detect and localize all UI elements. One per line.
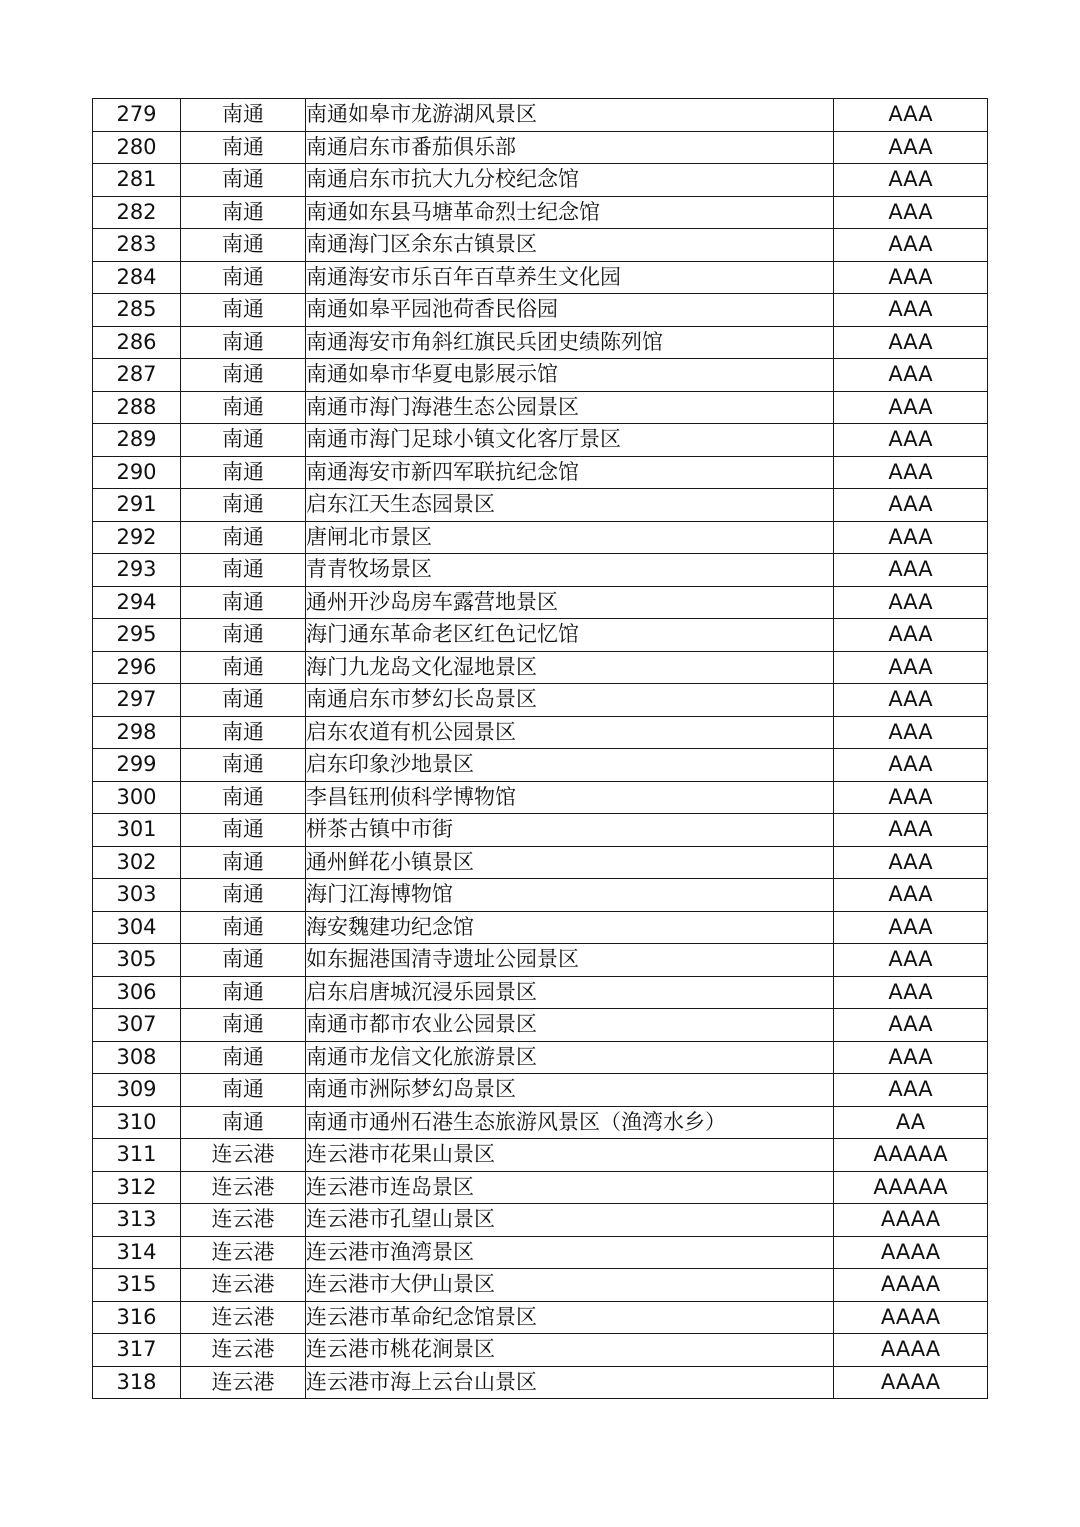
row-number-cell: 293 [93,554,181,587]
row-number-cell: 305 [93,944,181,977]
rating-level-cell: AAAA [834,1334,988,1367]
scenic-name-cell: 海安魏建功纪念馆 [306,911,834,944]
rating-level-cell: AAA [834,976,988,1009]
city-cell: 连云港 [181,1334,306,1367]
table-row [93,781,988,814]
table-row [93,1009,988,1042]
city-cell: 南通 [181,456,306,489]
scenic-name-cell: 南通海安市乐百年百草养生文化园 [306,261,834,294]
rating-level-cell: AAA [834,619,988,652]
city-cell: 南通 [181,749,306,782]
city-cell: 连云港 [181,1236,306,1269]
table-row [93,944,988,977]
rating-level-cell: AAA [834,196,988,229]
table-row [93,196,988,229]
rating-level-cell: AAA [834,99,988,132]
table-row [93,1074,988,1107]
city-cell: 南通 [181,976,306,1009]
row-number-cell: 306 [93,976,181,1009]
rating-level-cell: AAA [834,846,988,879]
scenic-name-cell: 连云港市桃花涧景区 [306,1334,834,1367]
table-row [93,619,988,652]
scenic-name-cell: 南通海门区余东古镇景区 [306,229,834,262]
scenic-name-cell: 如东掘港国清寺遗址公园景区 [306,944,834,977]
city-cell: 南通 [181,1074,306,1107]
row-number-cell: 313 [93,1204,181,1237]
row-number-cell: 308 [93,1041,181,1074]
scenic-name-cell: 连云港市大伊山景区 [306,1269,834,1302]
scenic-name-cell: 南通市龙信文化旅游景区 [306,1041,834,1074]
table-row [93,1366,988,1399]
row-number-cell: 309 [93,1074,181,1107]
table-row [93,1301,988,1334]
rating-level-cell: AAA [834,1009,988,1042]
city-cell: 南通 [181,651,306,684]
row-number-cell: 315 [93,1269,181,1302]
rating-level-cell: AAA [834,131,988,164]
scenic-name-cell: 青青牧场景区 [306,554,834,587]
city-cell: 连云港 [181,1139,306,1172]
scenic-name-cell: 南通市都市农业公园景区 [306,1009,834,1042]
rating-level-cell: AAA [834,716,988,749]
row-number-cell: 296 [93,651,181,684]
rating-level-cell: AAAA [834,1366,988,1399]
rating-level-cell: AAAAA [834,1139,988,1172]
rating-level-cell: AAA [834,1041,988,1074]
scenic-name-cell: 南通启东市梦幻长岛景区 [306,684,834,717]
city-cell: 南通 [181,359,306,392]
row-number-cell: 292 [93,521,181,554]
scenic-name-cell: 启东江天生态园景区 [306,489,834,522]
rating-level-cell: AAA [834,424,988,457]
row-number-cell: 289 [93,424,181,457]
scenic-name-cell: 海门江海博物馆 [306,879,834,912]
table-row [93,814,988,847]
row-number-cell: 318 [93,1366,181,1399]
city-cell: 连云港 [181,1269,306,1302]
table-row [93,684,988,717]
rating-level-cell: AAA [834,586,988,619]
rating-level-cell: AAA [834,164,988,197]
row-number-cell: 287 [93,359,181,392]
scenic-name-cell: 栟茶古镇中市街 [306,814,834,847]
scenic-name-cell: 启东启唐城沉浸乐园景区 [306,976,834,1009]
row-number-cell: 311 [93,1139,181,1172]
table-row [93,294,988,327]
city-cell: 南通 [181,586,306,619]
table-row [93,164,988,197]
scenic-name-cell: 通州开沙岛房车露营地景区 [306,586,834,619]
row-number-cell: 297 [93,684,181,717]
scenic-name-cell: 南通海安市角斜红旗民兵团史绩陈列馆 [306,326,834,359]
city-cell: 南通 [181,846,306,879]
row-number-cell: 286 [93,326,181,359]
city-cell: 南通 [181,911,306,944]
table-row [93,99,988,132]
rating-level-cell: AAA [834,749,988,782]
scenic-name-cell: 连云港市海上云台山景区 [306,1366,834,1399]
city-cell: 南通 [181,521,306,554]
rating-level-cell: AAAA [834,1301,988,1334]
scenic-name-cell: 连云港市连岛景区 [306,1171,834,1204]
table-row [93,1171,988,1204]
row-number-cell: 299 [93,749,181,782]
table-row [93,456,988,489]
rating-level-cell: AAA [834,684,988,717]
scenic-name-cell: 南通海安市新四军联抗纪念馆 [306,456,834,489]
city-cell: 南通 [181,619,306,652]
rating-level-cell: AAAAA [834,1171,988,1204]
rating-level-cell: AAA [834,944,988,977]
rating-level-cell: AAA [834,456,988,489]
table-row [93,1236,988,1269]
row-number-cell: 300 [93,781,181,814]
scenic-area-table [92,98,988,1399]
scenic-name-cell: 连云港市革命纪念馆景区 [306,1301,834,1334]
scenic-name-cell: 启东印象沙地景区 [306,749,834,782]
scenic-name-cell: 南通如皋市华夏电影展示馆 [306,359,834,392]
table-row [93,1334,988,1367]
city-cell: 南通 [181,164,306,197]
table-row [93,1204,988,1237]
table-row [93,131,988,164]
row-number-cell: 307 [93,1009,181,1042]
row-number-cell: 283 [93,229,181,262]
table-row [93,586,988,619]
city-cell: 南通 [181,879,306,912]
rating-level-cell: AAA [834,781,988,814]
table-row [93,359,988,392]
row-number-cell: 281 [93,164,181,197]
table-row [93,261,988,294]
table-row [93,846,988,879]
scenic-name-cell: 连云港市孔望山景区 [306,1204,834,1237]
table-row [93,911,988,944]
row-number-cell: 291 [93,489,181,522]
row-number-cell: 285 [93,294,181,327]
table-row [93,651,988,684]
row-number-cell: 290 [93,456,181,489]
rating-level-cell: AAAA [834,1204,988,1237]
table-row [93,229,988,262]
rating-level-cell: AAA [834,489,988,522]
table-body [93,99,988,1399]
table-row [93,716,988,749]
rating-level-cell: AAAA [834,1269,988,1302]
row-number-cell: 310 [93,1106,181,1139]
table-row [93,749,988,782]
city-cell: 连云港 [181,1204,306,1237]
scenic-name-cell: 南通启东市番茄俱乐部 [306,131,834,164]
row-number-cell: 298 [93,716,181,749]
rating-level-cell: AAA [834,229,988,262]
scenic-name-cell: 南通如东县马塘革命烈士纪念馆 [306,196,834,229]
scenic-name-cell: 南通如皋平园池荷香民俗园 [306,294,834,327]
city-cell: 南通 [181,716,306,749]
rating-level-cell: AAA [834,879,988,912]
city-cell: 南通 [181,489,306,522]
table-row [93,424,988,457]
city-cell: 南通 [181,1041,306,1074]
table-row [93,391,988,424]
table-row [93,326,988,359]
city-cell: 南通 [181,131,306,164]
rating-level-cell: AAA [834,326,988,359]
rating-level-cell: AAA [834,814,988,847]
rating-level-cell: AA [834,1106,988,1139]
rating-level-cell: AAA [834,294,988,327]
scenic-name-cell: 南通启东市抗大九分校纪念馆 [306,164,834,197]
scenic-name-cell: 南通市海门足球小镇文化客厅景区 [306,424,834,457]
city-cell: 南通 [181,684,306,717]
document-page [92,98,987,1399]
row-number-cell: 279 [93,99,181,132]
row-number-cell: 301 [93,814,181,847]
city-cell: 南通 [181,944,306,977]
city-cell: 南通 [181,99,306,132]
city-cell: 南通 [181,781,306,814]
rating-level-cell: AAA [834,651,988,684]
table-row [93,489,988,522]
city-cell: 南通 [181,294,306,327]
city-cell: 连云港 [181,1366,306,1399]
row-number-cell: 312 [93,1171,181,1204]
rating-level-cell: AAA [834,391,988,424]
city-cell: 南通 [181,424,306,457]
row-number-cell: 282 [93,196,181,229]
rating-level-cell: AAA [834,261,988,294]
row-number-cell: 303 [93,879,181,912]
city-cell: 南通 [181,1009,306,1042]
row-number-cell: 316 [93,1301,181,1334]
city-cell: 南通 [181,814,306,847]
table-row [93,554,988,587]
city-cell: 连云港 [181,1301,306,1334]
table-row [93,521,988,554]
scenic-name-cell: 启东农道有机公园景区 [306,716,834,749]
table-row [93,1041,988,1074]
table-row [93,976,988,1009]
rating-level-cell: AAA [834,521,988,554]
city-cell: 南通 [181,391,306,424]
rating-level-cell: AAA [834,359,988,392]
row-number-cell: 294 [93,586,181,619]
city-cell: 南通 [181,1106,306,1139]
scenic-name-cell: 连云港市渔湾景区 [306,1236,834,1269]
scenic-name-cell: 南通市通州石港生态旅游风景区（渔湾水乡） [306,1106,834,1139]
row-number-cell: 295 [93,619,181,652]
city-cell: 南通 [181,326,306,359]
city-cell: 连云港 [181,1171,306,1204]
city-cell: 南通 [181,196,306,229]
row-number-cell: 284 [93,261,181,294]
scenic-name-cell: 通州鲜花小镇景区 [306,846,834,879]
row-number-cell: 280 [93,131,181,164]
scenic-name-cell: 南通市洲际梦幻岛景区 [306,1074,834,1107]
row-number-cell: 304 [93,911,181,944]
scenic-name-cell: 南通市海门海港生态公园景区 [306,391,834,424]
rating-level-cell: AAA [834,911,988,944]
row-number-cell: 317 [93,1334,181,1367]
table-row [93,1139,988,1172]
scenic-name-cell: 海门九龙岛文化湿地景区 [306,651,834,684]
scenic-name-cell: 李昌钰刑侦科学博物馆 [306,781,834,814]
table-row [93,1269,988,1302]
scenic-name-cell: 南通如皋市龙游湖风景区 [306,99,834,132]
row-number-cell: 288 [93,391,181,424]
rating-level-cell: AAA [834,1074,988,1107]
row-number-cell: 314 [93,1236,181,1269]
table-row [93,879,988,912]
city-cell: 南通 [181,554,306,587]
scenic-name-cell: 连云港市花果山景区 [306,1139,834,1172]
rating-level-cell: AAA [834,554,988,587]
scenic-name-cell: 唐闸北市景区 [306,521,834,554]
row-number-cell: 302 [93,846,181,879]
city-cell: 南通 [181,229,306,262]
table-row [93,1106,988,1139]
scenic-name-cell: 海门通东革命老区红色记忆馆 [306,619,834,652]
city-cell: 南通 [181,261,306,294]
rating-level-cell: AAAA [834,1236,988,1269]
